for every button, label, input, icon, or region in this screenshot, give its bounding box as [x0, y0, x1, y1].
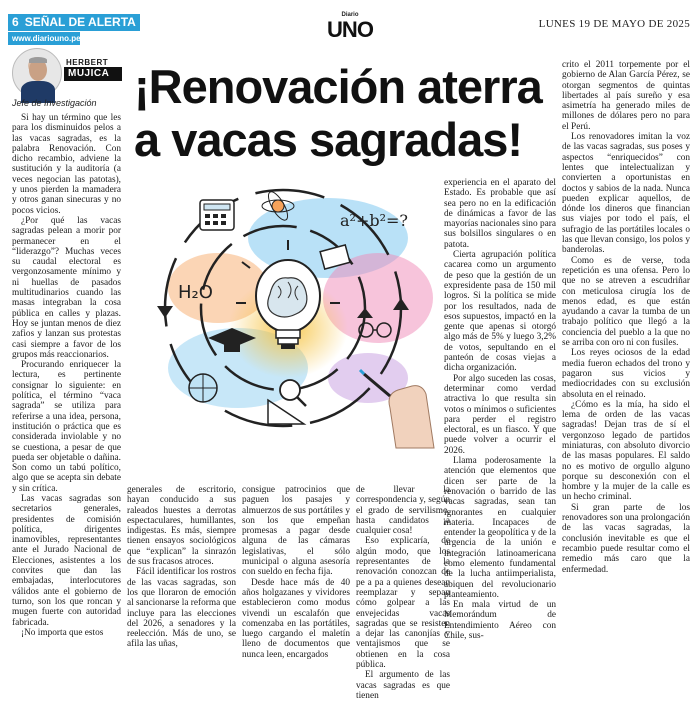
- paragraph: generales de escritorio, hayan conducido a sus raleados huestes a derrotas espectaculares, humillantes, indigestas. Es más, siempre tienen ensayos sociológicos que “explican” la sinrazón de sus fracasos atroces.: [127, 485, 236, 568]
- page-number: 6: [12, 15, 19, 29]
- author-role: Jefe de Investigación: [12, 98, 97, 108]
- paragraph: Procurando enriquecer la lectura, es pertinente consignar lo siguiente: en política, el término “vaca sagrada” se utiliza para referirse a una idea, persona, institución o práctica que es considerada inviolable y no se cuestiona, a pesar de que pueda ser objetable o dañina. Son como un tabú político, algo que se acepta sin debate y sin crítica.: [12, 360, 121, 494]
- formula-text: a²+b²=?: [340, 211, 408, 230]
- paragraph: Fácil identificar los rostros de las vacas sagradas, son los que lloraron de emoción al sancionarse la reforma que incluye para las elecciones del 2026, a senadores y la reelección. Más de uno, se afila las uñas,: [127, 567, 236, 650]
- paragraph: crito el 2011 torpemente por el gobierno de Alan García Pérez, se otorgan segmentos de quintas libertades al país sureño y esa asimetría ha generado miles de millones de dólares pero no para el Perú.: [562, 60, 690, 132]
- paragraph: Desde hace más de 40 años holgazanes y vividores establecieron como modus vivendi un escalafón que comenzaba en las portátiles, luego cargando el maletín lleno de documentos que nunca leen, encargados: [242, 577, 350, 660]
- author-avatar: [12, 48, 62, 98]
- paragraph: Como es de verse, toda repetición es una ofensa. Pero lo que no se atreven a escudriñar con meticulosa cirugía los de menos edad, es que están ayudando a cavar la tumba de un trabajo político que llegó a la conciencia del pueblo a la que no se arriba con oro ni con fusiles.: [562, 255, 690, 349]
- paragraph: Los renovadores imitan la voz de las vacas sagradas, sus poses y aspectos “enriquecidos” con lentes que intelectualizan y convierten a oportunistas en doctos y sabios de la nada. Nunca pueden explicar aquellos, de dónde los dineros que financian sus viajes por todo el país, el sufragio de las portátiles locales o las que llevan consigo, los polos y banderolas.: [562, 132, 690, 256]
- article-column-5: [444, 178, 556, 642]
- paragraph: Si hay un término que les para los disminuidos pelos a las vacas sagradas, es la palabra Renovación. Con dicho recambio, adviene la sustitución y la auditoría (a veces negocian las patotas), y unos pierden la mamadera y otros ganan sinecuras y no pocos vicios.: [12, 113, 121, 216]
- paragraph: Por algo suceden las cosas, determinar como verdad atractiva lo que resulta sin votos o mínimos o suficientes para perder el registro electoral, es un fiasco. Y que puede volver a ocurrir el 2026.: [444, 373, 556, 456]
- paragraph: ¿Cómo es la mía, ha sido el lema de orden de las vacas sagradas! Dejan tras de sí el vergonzoso legado de partidos miniaturas, con absoluto divorcio de las masas populares. El saldo no es motivo de orgullo alguno porque su desconexión con el hombre y la mujer de la calle es un hecho criminal.: [562, 399, 690, 503]
- logo-small-text: Diario: [341, 12, 359, 18]
- paragraph: Llama poderosamente la atención que elementos que dicen ser parte de la renovación o barrido de las vacas sagradas, sean tan ignorantes en cualquier materia. Incapaces de entender la geopolítica y de la urgencia de la unión e integración latinoamericana como elemento fundamental de la lucha antiimperialista, abiquen del revolucionario planteamiento.: [444, 456, 556, 600]
- paragraph: Cierta agrupación política cacarea como un argumento de peso que la gestión de un expresidente pasa de 150 mil logros. Si la política se mide por los resultados, nada de esos supuestos, impactó en la gente que apenas si otorgó algo más de 5% y luego 3,2% de votos, sepultando en el panteón de cosas viejas a dicha organización.: [444, 250, 556, 374]
- article-title: ¡Renovación aterra a vacas sagradas!: [134, 60, 542, 166]
- paragraph: Los reyes ociosos de la edad media fueron echados del trono y pagaron sus vicios y mediocridades con su exclusión absoluta en el reinado.: [562, 348, 690, 400]
- renovation-illustration: [128, 178, 442, 448]
- author-last-name: MUJICA: [64, 67, 122, 81]
- author-first-name: HERBERT: [66, 58, 109, 67]
- site-url[interactable]: www.diariouno.pe: [8, 32, 80, 45]
- section-name: SEÑAL DE ALERTA: [24, 15, 136, 29]
- issue-date: LUNES 19 DE MAYO DE 2025: [538, 18, 690, 30]
- paragraph: Eso explicaría, de algún modo, que los representantes de la renovación conozcan de pe a pa a quienes desean reemplazar y sepan cómo golpear a las envejecidas vacas sagradas que se resisten a dejar las canonjías y ventajismos que se obtienen en la cosa pública.: [356, 536, 450, 671]
- paragraph: Las vacas sagradas son secretarios generales, presidentes de comisión política, dirigentes inamovibles, representantes ante el Jurado Nacional de Elecciones, asistentes a los convites que dan las embajadas, interlocutores válidos ante el gobierno de turno, son los que roncan y mugen fuerte con autoridad fabricada.: [12, 493, 121, 628]
- logo-text: UNO: [327, 17, 373, 42]
- article-column-2: [127, 485, 236, 650]
- paragraph: experiencia en el aparato del Estado. Es probable que así sea pero no en la edificación de dinámicas a favor de las mayorías nacionales sino para sus bolsillos singulares o en patota.: [444, 178, 556, 250]
- paragraph: Si gran parte de los renovadores son una prolongación de las vacas sagradas, la conclusión inevitable es que el recambio puede resultar como el remedio más caro que la enfermedad.: [562, 502, 690, 575]
- article-column-1: [12, 113, 121, 638]
- newspaper-logo: [326, 12, 374, 44]
- paragraph: ¿Por qué las vacas sagradas pelean a morir por permanecer en el “liderazgo”? Muchas veces su caudal electoral es vergonzosamente mínimo y ni huellas de pasados multitudinarios cuando las masas integraban la cosa pública en calles y plazas. Hoy se juntan menos de diez zafios y lanzan sus protestas casi siempre a favor de los grupos más reaccionarios.: [12, 215, 121, 360]
- paragraph: En mala virtud de un Memorándum de Entendimiento Aéreo con Chile, sus-: [444, 600, 556, 642]
- article-column-4: [356, 485, 450, 701]
- paragraph: consigue patrocinios que paguen los pasajes y almuerzos de sus portátiles y son los que empeñan promesas a pagar desde alguna de las cámaras legislativas, el sólo municipal o alguna asesoría con sueldo en fecha fija.: [242, 485, 350, 578]
- paragraph: de llevar la correspondencia y, según el grado de servilismo, hasta candidatos ¡a cualquier cosa!: [356, 485, 450, 537]
- paragraph: ¡No importa que estos: [21, 627, 104, 638]
- article-column-3: [242, 485, 350, 660]
- paragraph: El argumento de las vacas sagradas es que tienen: [356, 670, 450, 701]
- section-tag: [8, 14, 140, 31]
- chem-text: H₂O: [178, 282, 213, 303]
- article-column-6: [562, 60, 690, 638]
